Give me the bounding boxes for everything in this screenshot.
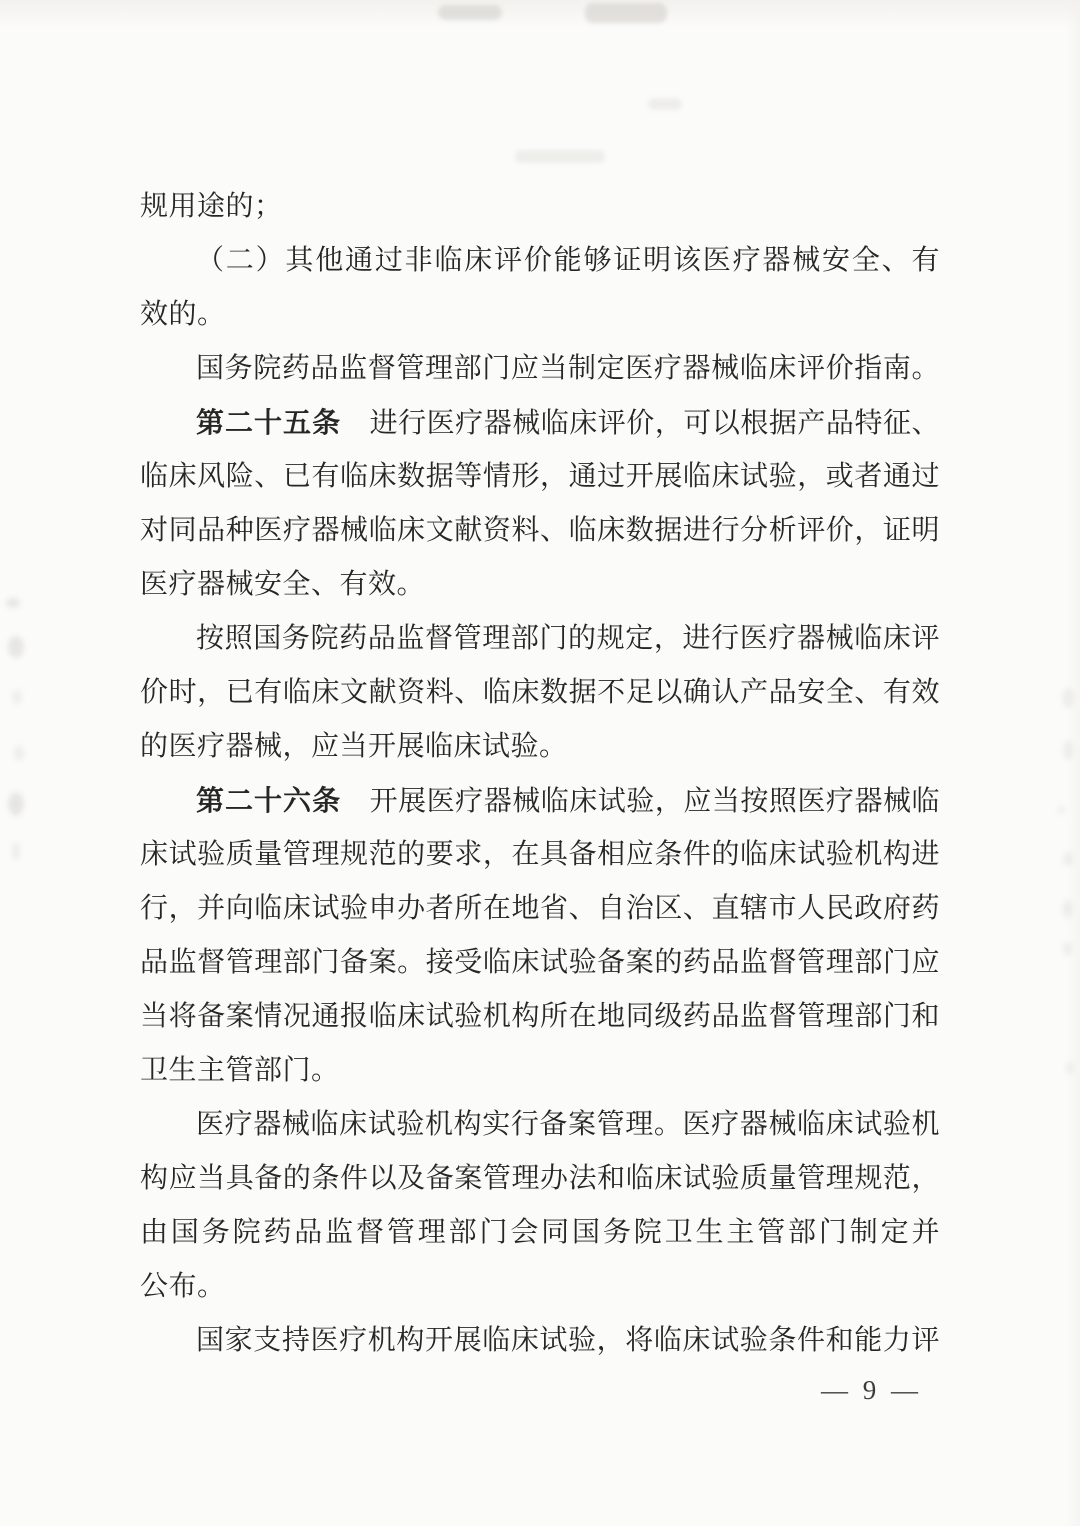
text-line bbox=[140, 1314, 940, 1368]
text-segment: 按照国务院药品监督管理部门的规定，进行医疗器械临床评 bbox=[196, 623, 940, 654]
text-line bbox=[140, 558, 940, 612]
scan-smudge bbox=[515, 150, 605, 163]
scan-speck bbox=[1058, 806, 1065, 814]
text-segment: 的医疗器械，应当开展临床试验。 bbox=[140, 731, 568, 762]
text-segment: 公布。 bbox=[140, 1271, 226, 1302]
article-number: 第二十五条 bbox=[196, 407, 342, 438]
text-line bbox=[140, 1206, 940, 1260]
scan-speck bbox=[8, 636, 24, 658]
page-number: — 9 — bbox=[821, 1375, 922, 1405]
text-line bbox=[140, 288, 940, 342]
text-segment: 由国务院药品监督管理部门会同国务院卫生主管部门制定并 bbox=[140, 1217, 940, 1248]
scan-smudge bbox=[648, 98, 682, 110]
text-segment: 价时，已有临床文献资料、临床数据不足以确认产品安全、有效 bbox=[140, 677, 940, 708]
text-segment: 床试验质量管理规范的要求，在具备相应条件的临床试验机构进 bbox=[140, 839, 940, 870]
text-line bbox=[140, 666, 940, 720]
scan-speck bbox=[6, 598, 20, 608]
article-number: 第二十六条 bbox=[196, 785, 342, 816]
document-text bbox=[140, 180, 940, 1368]
scan-speck bbox=[1063, 740, 1073, 760]
text-segment: 开展医疗器械临床试验，应当按照医疗器械临 bbox=[341, 786, 940, 817]
text-segment: 进行医疗器械临床评价，可以根据产品特征、 bbox=[341, 408, 940, 439]
scan-speck bbox=[1066, 1062, 1074, 1074]
text-line bbox=[140, 1152, 940, 1206]
text-line bbox=[140, 1260, 940, 1314]
scan-speck bbox=[1062, 688, 1074, 708]
text-segment: 医疗器械临床试验机构实行备案管理。医疗器械临床试验机 bbox=[196, 1109, 940, 1140]
text-line bbox=[140, 774, 940, 828]
text-segment: （二）其他通过非临床评价能够证明该医疗器械安全、有 bbox=[196, 245, 940, 276]
text-line bbox=[140, 342, 940, 396]
scan-speck bbox=[1062, 900, 1073, 918]
text-line bbox=[140, 882, 940, 936]
text-line bbox=[140, 612, 940, 666]
text-segment: 卫生主管部门。 bbox=[140, 1055, 340, 1086]
scan-speck bbox=[8, 792, 24, 816]
text-segment: 国务院药品监督管理部门应当制定医疗器械临床评价指南。 bbox=[196, 353, 940, 384]
scan-smudge bbox=[438, 5, 502, 20]
scan-speck bbox=[12, 842, 20, 860]
text-segment: 行，并向临床试验申办者所在地省、自治区、直辖市人民政府药 bbox=[140, 893, 940, 924]
text-line bbox=[140, 504, 940, 558]
text-segment: 对同品种医疗器械临床文献资料、临床数据进行分析评价，证明 bbox=[140, 515, 940, 546]
text-line bbox=[140, 396, 940, 450]
text-line bbox=[140, 450, 940, 504]
text-line bbox=[140, 936, 940, 990]
text-segment: 构应当具备的条件以及备案管理办法和临床试验质量管理规范， bbox=[140, 1163, 940, 1194]
text-line bbox=[140, 720, 940, 774]
scan-speck bbox=[1063, 942, 1072, 956]
text-line bbox=[140, 180, 940, 234]
scan-speck bbox=[12, 690, 22, 704]
scan-speck bbox=[14, 745, 24, 761]
text-segment: 临床风险、已有临床数据等情形，通过开展临床试验，或者通过 bbox=[140, 461, 940, 492]
text-segment: 品监督管理部门备案。接受临床试验备案的药品监督管理部门应 bbox=[140, 947, 940, 978]
text-line bbox=[140, 1044, 940, 1098]
text-segment: 效的。 bbox=[140, 299, 226, 330]
text-segment: 医疗器械安全、有效。 bbox=[140, 569, 426, 600]
scan-speck bbox=[1063, 852, 1073, 866]
text-segment: 规用途的； bbox=[140, 191, 283, 222]
text-line bbox=[140, 828, 940, 882]
text-line bbox=[140, 1098, 940, 1152]
text-segment: 国家支持医疗机构开展临床试验，将临床试验条件和能力评 bbox=[196, 1325, 940, 1356]
text-line bbox=[140, 234, 940, 288]
text-segment: 当将备案情况通报临床试验机构所在地同级药品监督管理部门和 bbox=[140, 1001, 940, 1032]
scan-smudge bbox=[585, 3, 667, 23]
text-line bbox=[140, 990, 940, 1044]
